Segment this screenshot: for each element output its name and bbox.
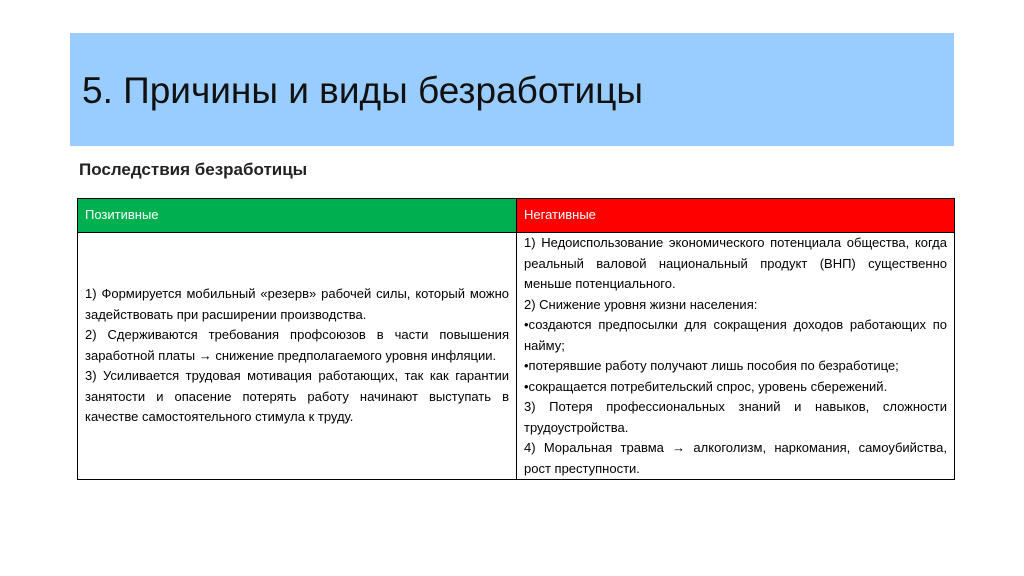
- list-item: 1) Недоиспользование экономического потенциала общества, когда реальный валовой национальный продукт (ВНП) существенно меньше потенциального.: [524, 235, 947, 291]
- title-band: [70, 33, 954, 146]
- list-item: •потерявшие работу получают лишь пособия по безработице;: [524, 358, 899, 373]
- consequences-table: [77, 198, 955, 480]
- list-item: 3) Усиливается трудовая мотивация работающих, так как гарантии занятости и опасение потерять работу начинают выступать в качестве самостоятельного стимула к труду.: [85, 368, 509, 425]
- list-item: •создаются предпосылки для сокращения доходов работающих по найму;: [524, 317, 947, 353]
- list-item: 1) Формируется мобильный «резерв» рабочей силы, который можно задействовать при расширении производства.: [85, 286, 509, 322]
- list-item: 4) Моральная травма → алкоголизм, наркомания, самоубийства, рост преступности.: [524, 440, 947, 476]
- list-item: 3) Потеря профессиональных знаний и навыков, сложности трудоустройства.: [524, 399, 947, 435]
- table-header-row: [78, 199, 955, 233]
- list-item: 2) Снижение уровня жизни населения:: [524, 296, 758, 312]
- list-item: 2) Сдерживаются требования профсоюзов в части повышения заработной платы → снижение предполагаемого уровня инфляции.: [85, 327, 509, 363]
- header-positive: Позитивные: [78, 199, 517, 233]
- negative-cell: [517, 233, 955, 480]
- header-negative: Негативные: [517, 199, 955, 233]
- list-item: •сокращается потребительский спрос, уровень сбережений.: [524, 378, 888, 394]
- section-subtitle: Последствия безработицы: [79, 160, 308, 179]
- positive-cell: [78, 233, 517, 480]
- page-title: 5. Причины и виды безработицы: [82, 70, 643, 111]
- table-row: [78, 233, 955, 480]
